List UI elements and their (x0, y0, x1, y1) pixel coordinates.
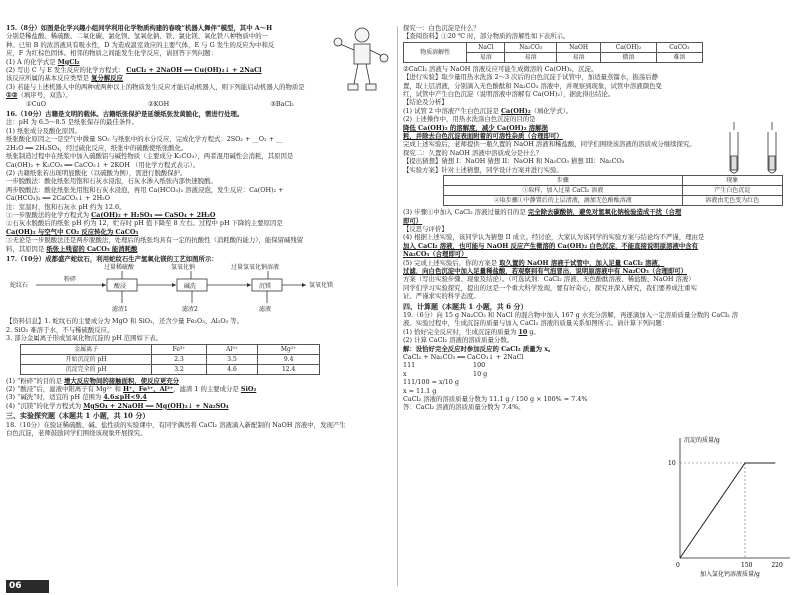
flow-box-acid-label: 酸浸 (114, 283, 127, 291)
q18-line: 【反思与评价】 (403, 224, 448, 233)
q15-line: 分别是稀盐酸、稀硫酸、二氧化碳、氯化钡、氢氧化钠、铁、氯化镁、氧化铁八种物质中的一 (6, 32, 269, 41)
q18-line: (2) 上述操作中，用热水洗涤白色沉淀的目的是 (403, 115, 536, 124)
q15-line: (3) 若能与上述机器人中的两种或两种以上的物质发生反应才能启动机器人，则下列能启动机器人的物质是 (6, 82, 305, 91)
q19-q1-unit: g。 (529, 327, 540, 336)
q18-line: 【实验方案】针对上述猜想，同学设计方案并进行实验。 (403, 165, 563, 174)
q17-answer-2b[interactable]: SiO₂ (240, 385, 257, 393)
q15-answer-2b[interactable]: 复分解反应 (91, 74, 124, 83)
table-cell: 12.4 (258, 364, 320, 374)
q17-q1 (6, 377, 392, 385)
q19-line: 液。实验过程中，生成沉淀的质量与加入 CaCl₂ 溶液的质量关系如图所示。请计算下列问题： (403, 319, 669, 328)
q15-answer-3[interactable]: ①② (6, 91, 18, 100)
q19-solution: CaCl₂ + Na₂CO₃ ══ CaCO₃↓ + 2NaCl (403, 353, 524, 361)
table-cell: 沉淀完全的 pH (21, 364, 152, 374)
table-header-cell: 现象 (682, 176, 782, 186)
q18-answer-5[interactable]: 取久置的 NaOH 溶液于试管中，加入足量 CaCl₂ 溶液， (499, 258, 665, 267)
q17-answer-4[interactable]: MgSO₄ + 2NaOH ══ Mg(OH)₂↓ + Na₂SO₄ (83, 401, 229, 410)
q15-q1-text: (1) A 的化学式是 (6, 57, 56, 66)
q17-info: 3. 部分金属离子形成氢氧化物沉淀的 pH 范围如下表。 (6, 334, 163, 343)
flow-start: 蛇纹石 (10, 282, 29, 290)
q16-line: Ca(HCO₃)₂ ══ 2CaCO₃↓ + 2H₂O (6, 194, 110, 203)
q19-coef: 100 (473, 361, 486, 370)
flow-box-alkali-label: 碱洗 (184, 283, 197, 291)
robot-model-figure (328, 26, 392, 98)
q18-q5 (403, 259, 793, 267)
q18-line: 探究一：白色沉淀是什么？ (403, 24, 480, 32)
arrow-head-icon (172, 283, 176, 287)
q18-line: (4) 根据上述实验，该同学认为猜想 II 成立。经讨论，大家认为该同学的实验方案与结论均不严谨，理由是 (403, 233, 705, 242)
table-row (21, 364, 320, 374)
q18-q3b (403, 217, 793, 225)
table-header-cell: 步骤 (444, 176, 683, 186)
q15-option: ②KOH (148, 99, 170, 108)
q19-solution: 解：设恰好完全反应时参加反应的 CaCl₂ 质量为 x。 (403, 344, 555, 353)
arrow-head-icon (247, 283, 251, 287)
q18-answer-1[interactable]: Ca(OH)₂ (500, 106, 531, 115)
q18-answer-5b[interactable]: 过滤，向白色沉淀中加入足量稀盐酸，若观察到有气泡冒出，说明原溶液中有 Na₂CO₃（合理即可） (403, 266, 688, 275)
flow-residue1: 滤渣1 (112, 306, 128, 314)
q15-line: 应，F 为红棕色固体。相邻的物质之间能发生化学反应，请回答下列问题： (6, 49, 217, 58)
flow-step1: 粉碎 (64, 276, 77, 284)
q18-q4b (403, 250, 793, 258)
table-cell: 易溶 (556, 52, 600, 62)
table-header-cell: Ca(OH)₂ (601, 42, 656, 52)
table-header-cell: 金属离子 (21, 344, 152, 354)
q17-q1-text: (1) “粉碎”的目的是 (6, 376, 62, 385)
robot-head-icon (355, 28, 369, 42)
q16-answer-3[interactable]: 纸张上残留的 CaCO₃ 能消耗酸 (46, 244, 138, 253)
q18-line: ②CaCl₂ 溶液与 NaOH 溶液反应可能生成微溶的 Ca(OH)₂，沉淀。 (403, 64, 598, 73)
table-cell: 溶液由无色变为红色 (682, 196, 782, 206)
q15-q3-text: （填序号，双选）。 (17, 91, 72, 100)
q18-answer-4[interactable]: 加入 CaCl₂ 溶液，也可能与 NaOH 反应产生微溶的 Ca(OH)₂ 白色沉淀，不能直接说明原溶液中含有 (403, 241, 699, 250)
q17-q2b-text: ，滤渣 1 的主要成分是 (173, 385, 239, 393)
chart-y-tick: 10 (668, 460, 676, 467)
q16-line: 注：pH 为 6.5～8.5 是纸张保存的最佳条件。 (6, 118, 138, 127)
q18-line: 【查阅资料】①20 ℃ 时，部分物质的溶解性如下表所示。 (403, 32, 570, 41)
q17-flowchart (6, 263, 392, 317)
q18-q3-text: (3) 步骤①中加入 CaCl₂ 溶液过量的目的是 (403, 208, 526, 217)
q19-solution: 答：CaCl₂ 溶液的溶质质量分数为 7.4%。 (403, 403, 525, 412)
q18-line: 探究二：久置的 NaOH 溶液中溶质成分是什么？ (403, 148, 543, 157)
q16-line: 纸张制造过程中在纸浆中加入硫酸铝与碱性物质（主要成分 K₂CO₃），两者混用碱性会消耗，其原因是 (6, 152, 294, 161)
table-cell: 开始沉淀的 pH (21, 354, 152, 364)
q18-line: 同学们学习实验探究，提出的这是一个重大科学发现，要有好奇心，探究并深入研究，我们要养成注重实 (403, 283, 697, 292)
table-header-cell: NaOH (556, 42, 600, 52)
q18-q4 (403, 242, 793, 250)
q18-q5b (403, 267, 793, 275)
q15-answer-2[interactable]: CuCl₂ + 2NaOH ══ Cu(OH)₂↓ + 2NaCl (126, 66, 262, 75)
table-header-cell: Na₂CO₃ (505, 42, 557, 52)
flow-box-precip-label: 沉镁 (259, 283, 272, 291)
chart-y-label: 沉淀的质量/g (684, 437, 720, 444)
column-divider (397, 26, 398, 586)
table-cell: 易溶 (467, 52, 505, 62)
table-cell: 3.5 (206, 354, 257, 364)
chart-series-line (680, 463, 775, 558)
table-cell: 9.4 (258, 354, 320, 364)
table-row-label: 物质溶解性 (404, 42, 467, 62)
q18-line: 【进行实验】取少量用热水洗涤 2～3 次后的白色沉淀于试管中，加适量蒸馏水，振荡后静 (403, 73, 659, 82)
q18-q1-suffix: （填化学式）。 (530, 106, 573, 115)
q18-q1-text: (1) 试管 2 中溶液产生白色沉淀是 (403, 106, 499, 115)
q17-answer-3[interactable]: 4.6≤pH<9.4 (103, 393, 147, 402)
robot-hand-icon (380, 54, 388, 62)
ph-table (20, 344, 320, 375)
robot-foot-icon (348, 84, 358, 90)
q18-answer-3b[interactable]: 即可） (403, 216, 423, 225)
table-cell: 2.3 (152, 354, 207, 364)
q17-q4 (6, 402, 392, 410)
q15-option: ①CuO (26, 99, 46, 108)
q16-line: ②石灰水脱酸后的纸张 pH 约为 12，贮存时 pH 值下降至 8 左右。过程中 pH 下降的主要原因是 (6, 219, 283, 228)
flow-product: 氢氧化镁 (309, 282, 334, 290)
arrow-head-icon (102, 283, 106, 287)
q18-line: 【提出猜想】猜想 I：NaOH 猜想 II：NaOH 和 Na₂CO₃ 猜想 III：Na₂CO₃ (403, 157, 625, 166)
q18-answer-3[interactable]: 完全除去碳酸钠，避免对氢氧化钠检验造成干扰（合理 (527, 208, 682, 217)
q16-line: (1) 纸张成分及酸化原因。 (6, 126, 81, 135)
q17-answer-2[interactable]: H⁺、Fe³⁺、Al³⁺ (122, 385, 174, 393)
page-number-badge (6, 580, 49, 593)
q16-line: 一步脱酸法：酸化纸张用饱和石灰水浸泡，石灰水渗入纸张内部快速脱酸。 (6, 177, 217, 186)
chart-x-label: 加入氯化钙溶液质量/g (700, 571, 760, 578)
q18-answer-2[interactable]: 降低 Ca(OH)₂ 的溶解度，减少 Ca(OH)₂ 溶解损 (403, 123, 548, 132)
q16-line: 注：室温时，饱和石灰水 pH 约为 12.6。 (6, 202, 126, 211)
q18-line: 完成上述实验后，老师提供一瓶久置的 NaOH 溶液和稀盐酸，同学们围绕该溶液的溶质成分继续探究。 (403, 140, 696, 149)
q18-q1 (403, 107, 793, 115)
precipitate-chart (660, 430, 794, 580)
flow-reagent2: 氢氧化钠 (171, 264, 196, 272)
robot-leg-icon (366, 64, 370, 84)
table-header-cell: Mg²⁺ (258, 344, 320, 354)
liquid-icon (731, 156, 737, 170)
q18-line: 方案（写出实验步骤、现象及结论）。（可选试剂：CaCl₂ 溶液、无色酚酞溶液、稀盐酸、NaOH 溶液） (403, 275, 695, 284)
q19-line: 19.（6分）向 15 g Na₂CO₃ 和 NaCl 的混合物中加入 167 g 水充分溶解，再逐滴加入一定溶质质量分数的 CaCl₂ 溶 (403, 310, 739, 319)
table-header-cell: NaCl (467, 42, 505, 52)
table-row (444, 196, 783, 206)
q19-line: (2) 计算 CaCl₂ 溶液的溶质质量分数。 (403, 336, 514, 345)
page-number: 06 (9, 581, 22, 591)
q17-info: 【资料信息】1. 蛇纹石的主要成分为 MgO 和 SiO₂，还含少量 Fe₂O₃、Al₂O₃ 等。 (6, 317, 244, 326)
q19-coef: 111 (403, 361, 416, 370)
table-cell: 产生白色沉淀 (682, 186, 782, 196)
q16-line: Ca(OH)₂ + K₂CO₃ ══ CaCO₃↓ + 2KOH （用化学方程式表示）。 (6, 160, 200, 169)
table-cell: 微溶 (601, 52, 656, 62)
table-header-cell: Fe³⁺ (152, 344, 207, 354)
solubility-table (403, 42, 703, 63)
q18-q5-text: (5) 完成上述实验后，你的方案是 (403, 258, 498, 267)
q17-answer-1[interactable]: 增大反应物间的接触面积，使反应更充分 (64, 376, 180, 385)
flow-residue2: 滤渣2 (182, 306, 198, 314)
q18-line: 18.（10分）在验证稀硫酸、碱、盐性质的实验课中，有同学偶然将 CaCl₂ 溶液滴入新配制的 NaOH 溶液中，发现产生 (6, 420, 346, 429)
table-row (21, 354, 320, 364)
flow-filtrate: 滤液 (259, 306, 272, 314)
flow-reagent3: 过量氢氧化钠溶液 (231, 264, 280, 272)
q19-q1 (403, 328, 793, 336)
q19-answer-1[interactable]: 10 (518, 327, 528, 336)
chart-x-tick: 220 (771, 562, 783, 569)
q15-line: 15.（8分）如图是化学兴趣小组同学利用化学物质构建的春晚“机器人舞伴”模型，其中 A～H (6, 24, 273, 32)
q15-q2-text: (2) 写出 C 与 E 发生反应的化学方程式： (6, 66, 125, 75)
q16-line: 纸张酸化原因之一是空气中微量 SO₂ 与纸张中的水分反应，完成化学方程式：2SO₂ + __O₂ + __ (6, 135, 283, 144)
q19-solution-row (403, 370, 793, 378)
robot-arm-icon (340, 44, 354, 50)
table-cell: 4.6 (206, 364, 257, 374)
q19-solution: CaCl₂ 溶液的溶质质量分数为 11.1 g / 150 g × 100% = 7.4% (403, 395, 588, 404)
q17-q2 (6, 385, 392, 393)
q18-line: 红，试管中产生白色沉淀（说明溶液中溶解有 Ca(OH)₂），据此得出结论。 (403, 90, 615, 99)
q18-answer-4b[interactable]: Na₂CO₃（合理即可） (403, 250, 468, 259)
q17-q3-text: (3) “碱洗”时，适宜的 pH 范围为 (6, 393, 102, 402)
q19-solution-row (403, 361, 793, 369)
q19-var: x (403, 369, 407, 378)
table-header-row (404, 42, 703, 52)
q18-answer-2b[interactable]: 耗，并除去白色沉淀表面附着的可溶性杂质（合理即可） (403, 132, 563, 141)
q18-line: 证、严谨求实的科学态度。 (403, 292, 480, 301)
table-header-cell: CaCO₃ (656, 42, 702, 52)
table-cell: ①取样，加入过量 CaCl₂ 溶液 (444, 186, 683, 196)
robot-leg-icon (354, 64, 358, 84)
table-cell: 易溶 (505, 52, 557, 62)
q15-line: 种。已知 B 的浓溶液具有吸水性，D 为造成温室效应的主要气体，E 与 G 发生的反应为中和反 (6, 40, 275, 49)
q18-line: 置，取上层清液，分别滴入无色酚酞和 Na₂CO₃ 溶液中，并观察到现象，试管中溶液颜色变 (403, 81, 662, 90)
q16-answer-2[interactable]: Ca(OH)₂ 与空气中 CO₂ 反应转化为 CaCO₃ (6, 227, 139, 236)
q16-q1 (6, 211, 392, 219)
q18-q3 (403, 208, 793, 216)
table-cell: 3.2 (152, 364, 207, 374)
chart-x-tick: 150 (741, 562, 753, 569)
q16-q3 (6, 245, 392, 253)
q19-var: 10 g (473, 369, 488, 378)
robot-arm-icon (370, 50, 382, 56)
chart-x-tick: 0 (676, 562, 680, 569)
section-three-title: 三、实验探究题（本题共 1 小题，共 10 分） (6, 412, 150, 421)
q16-line: 2H₂O ══ 2H₂SO₄，经过硫化反应，纸张中的硫酸使纸张酸化。 (6, 143, 188, 152)
q19-solution: 111/100 = x/10 g (403, 378, 459, 387)
test-tube-figure (720, 118, 796, 188)
robot-body-icon (354, 44, 370, 64)
q16-line: ③无论是一步脱酸法还是两步脱酸法，处理后的纸张均具有一定的抗酸性（消耗酸的能力），能保留碱残留 (6, 236, 304, 245)
q16-line: 两步脱酸法：酸化纸张先用饱和石灰水浸泡，再用 Ca(HCO₃)₂ 溶液浸泡，发生反应：Ca(OH)₂ + (6, 185, 284, 194)
q16-line: (2) 古籍纸张若出现明显酸化（以硫酸为例），需进行脱酸保护。 (6, 168, 187, 177)
table-header-row (21, 344, 320, 354)
q17-info: 2. SiO₂ 难溶于水，不与稀硫酸反应。 (6, 325, 114, 334)
q15-q2b-text: 该反应所属的基本反应类型是 (6, 74, 90, 83)
right-column (403, 24, 793, 412)
flowchart-diagram (6, 263, 386, 317)
q15-answer-1[interactable]: MgCl₂ (57, 57, 80, 66)
q16-q1-text: ①一步脱酸法的化学方程式为 (6, 210, 90, 219)
q17-line: 17.（10分）成都盛产蛇纹石，利用蛇纹石生产氢氧化镁的工艺如图所示： (6, 254, 218, 263)
arrow-head-icon (302, 283, 306, 287)
q17-q3 (6, 393, 392, 401)
liquid-icon (769, 156, 775, 170)
q17-q4-text: (4) “沉镁”的化学方程式为 (6, 401, 82, 410)
q18-line: 白色沉淀，老师鼓励同学们围绕该现象开展探究。 (6, 429, 147, 438)
q17-q2-text: (2) “酸浸”后，滤液中阳离子有 Mg²⁺ 和 (6, 385, 121, 393)
flow-reagent1: 过量稀硫酸 (104, 264, 135, 272)
q15-option: ③BaCl₂ (270, 99, 294, 108)
q19-q1-text: (1) 恰好完全反应时，生成沉淀的质量为 (403, 327, 517, 336)
table-header-cell: Al³⁺ (206, 344, 257, 354)
q16-answer-1[interactable]: Ca(OH)₂ + H₂SO₄ ══ CaSO₄ + 2H₂O (91, 210, 216, 219)
q15-options (6, 100, 392, 108)
robot-foot-icon (366, 84, 376, 90)
q19-solution: x = 11.1 g (403, 386, 437, 395)
robot-hand-icon (334, 38, 342, 46)
q18-line: 【结论及分析】 (403, 98, 448, 107)
table-cell: 难溶 (656, 52, 702, 62)
table-cell: ②取步骤①中静置后的上层清液，滴加无色酚酞溶液 (444, 196, 683, 206)
q16-q3-text: 料，其原因是 (6, 244, 45, 253)
section-four-title: 四、计算题（本题共 1 小题，共 6 分） (403, 302, 528, 311)
q16-line: 16.（10分）古籍是文明的载体。古籍纸张保护是延缓纸张发黄脆化，需进行处理。 (6, 110, 244, 119)
q16-q2 (6, 228, 392, 236)
